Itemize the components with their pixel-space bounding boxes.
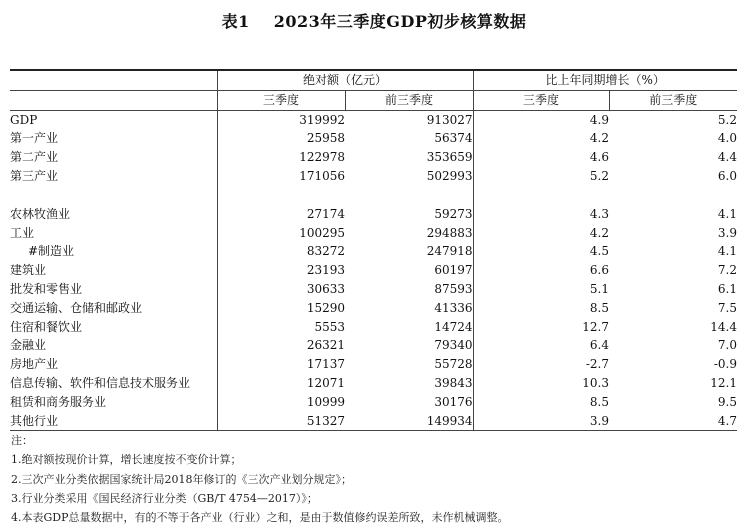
header-row-sub: [10, 90, 737, 110]
cell-q3: 15290: [217, 299, 345, 318]
row-label: 租赁和商务服务业: [10, 394, 107, 409]
table-row: [10, 110, 737, 129]
cell-ytd: 149934: [345, 412, 473, 431]
row-label: 交通运输、仓储和邮政业: [10, 300, 143, 315]
cell-g-ytd: 4.4: [717, 150, 737, 165]
cell-g-q3: 8.5: [473, 393, 609, 412]
note-heading: 注：: [11, 434, 33, 447]
cell-ytd: 14724: [434, 319, 473, 334]
header-row-group: [10, 70, 737, 90]
note-1: 1.绝对额按现价计算，增长速度按不变价计算；: [11, 453, 242, 467]
cell-q3: 23193: [217, 261, 345, 280]
table-row: [10, 224, 737, 243]
row-label: 金融业: [10, 338, 47, 353]
cell-g-q3: 10.3: [473, 374, 609, 393]
cell-g-q3: 4.6: [473, 148, 609, 167]
spacer-row: [10, 186, 737, 205]
cell-ytd: 56374: [434, 131, 473, 146]
header-blank: [10, 70, 217, 90]
cell-q3: 10999: [217, 393, 345, 412]
gdp-table: [10, 69, 737, 431]
cell-q3: 27174: [217, 205, 345, 224]
cell-q3: 83272: [217, 242, 345, 261]
cell-g-q3: 4.9: [473, 110, 609, 129]
table-title: [0, 9, 748, 32]
cell-q3: 319992: [217, 110, 345, 129]
cell-g-q3: -2.7: [473, 355, 609, 374]
note-4: 4.本表GDP总量数据中，有的不等于各产业（行业）之和，是由于数值修约误差所致，未作机械调整。: [11, 511, 509, 525]
header-blank-2: [10, 90, 217, 110]
row-label: 第二产业: [10, 150, 59, 165]
cell-ytd: 294883: [426, 225, 473, 240]
row-label: GDP: [10, 112, 38, 127]
cell-ytd: 60197: [434, 263, 473, 278]
row-label: 批发和零售业: [10, 281, 83, 296]
table-body: [10, 110, 737, 431]
cell-g-ytd: 5.2: [717, 112, 737, 127]
cell-g-q3: 4.3: [473, 205, 609, 224]
cell-q3: 25958: [217, 129, 345, 148]
cell-ytd: 247918: [426, 244, 473, 259]
header-growth-ytd: 前三季度: [609, 90, 737, 110]
table-title-text: 2023年三季度GDP初步核算数据: [273, 12, 527, 31]
cell-q3: 122978: [217, 148, 345, 167]
table-row: [10, 129, 737, 148]
table-row: [10, 148, 737, 167]
table-row: [10, 299, 737, 318]
cell-q3: 171056: [217, 167, 345, 186]
table-notes: [11, 431, 509, 527]
cell-g-ytd: 4.0: [717, 131, 737, 146]
row-label: 信息传输、软件和信息技术服务业: [10, 375, 191, 390]
note-2: 2.三次产业分类依据国家统计局2018年修订的《三次产业划分规定》；: [11, 472, 352, 486]
table-row: [10, 280, 737, 299]
cell-q3: 51327: [217, 412, 345, 431]
cell-ytd: 913027: [426, 112, 473, 127]
table-row: [10, 393, 737, 412]
cell-ytd: 502993: [426, 168, 473, 183]
cell-q3: 12071: [217, 374, 345, 393]
spacer-cell: [217, 186, 345, 205]
cell-g-ytd: 6.0: [717, 168, 737, 183]
row-label: 第三产业: [10, 168, 59, 183]
row-label: 建筑业: [10, 263, 47, 278]
cell-q3: 26321: [217, 336, 345, 355]
cell-ytd: 55728: [434, 357, 473, 372]
cell-g-ytd: 7.2: [717, 263, 737, 278]
header-abs-ytd: 前三季度: [345, 90, 473, 110]
spacer-cell: [473, 186, 609, 205]
cell-g-ytd: 7.5: [717, 300, 737, 315]
table-row: [10, 167, 737, 186]
row-label: 工业: [10, 225, 35, 240]
header-growth-rate: 比上年同期增长（%）: [473, 70, 737, 90]
cell-g-q3: 4.2: [473, 224, 609, 243]
cell-ytd: 41336: [434, 300, 473, 315]
cell-g-q3: 12.7: [473, 318, 609, 337]
cell-g-ytd: 3.9: [717, 225, 737, 240]
cell-g-ytd: 12.1: [710, 375, 737, 390]
cell-ytd: 87593: [434, 281, 473, 296]
table-row: [10, 242, 737, 261]
header-abs-q3: 三季度: [217, 90, 345, 110]
spacer-cell: [609, 186, 737, 205]
cell-g-q3: 5.2: [473, 167, 609, 186]
table-row: [10, 318, 737, 337]
table-number: 表1: [221, 12, 250, 31]
cell-g-q3: 6.6: [473, 261, 609, 280]
cell-g-ytd: 7.0: [717, 338, 737, 353]
cell-g-ytd: 4.7: [609, 412, 737, 431]
cell-q3: 30633: [217, 280, 345, 299]
cell-q3: 17137: [217, 355, 345, 374]
cell-g-ytd: 14.4: [710, 319, 737, 334]
row-label: 住宿和餐饮业: [10, 319, 83, 334]
spacer-cell: [10, 186, 217, 205]
cell-ytd: 79340: [434, 338, 473, 353]
table-row: [10, 336, 737, 355]
row-label: 房地产业: [10, 357, 59, 372]
cell-ytd: 353659: [426, 150, 473, 165]
table-row: [10, 374, 737, 393]
row-label: #制造业: [28, 244, 75, 259]
header-growth-q3: 三季度: [473, 90, 609, 110]
cell-g-q3: 4.5: [473, 242, 609, 261]
cell-g-ytd: 4.1: [717, 244, 737, 259]
cell-g-q3: 8.5: [473, 299, 609, 318]
row-label: 第一产业: [10, 131, 59, 146]
cell-g-ytd: 6.1: [717, 281, 737, 296]
table-row: [10, 355, 737, 374]
table-row: [10, 261, 737, 280]
row-label: 农林牧渔业: [10, 206, 71, 221]
cell-ytd: 59273: [434, 206, 473, 221]
cell-ytd: 30176: [434, 394, 473, 409]
cell-g-q3: 3.9: [473, 412, 609, 431]
note-3: 3.行业分类采用《国民经济行业分类（GB/T 4754—2017）》；: [11, 491, 318, 505]
table-row: [10, 205, 737, 224]
cell-q3: 5553: [217, 318, 345, 337]
cell-g-ytd: 9.5: [717, 394, 737, 409]
row-label: 其他行业: [10, 412, 217, 431]
header-absolute-value: 绝对额（亿元）: [217, 70, 473, 90]
cell-ytd: 39843: [434, 375, 473, 390]
cell-g-q3: 5.1: [473, 280, 609, 299]
cell-g-ytd: 4.1: [717, 206, 737, 221]
cell-q3: 100295: [217, 224, 345, 243]
cell-g-q3: 6.4: [473, 336, 609, 355]
cell-g-q3: 4.2: [473, 129, 609, 148]
table-row: [10, 412, 737, 431]
spacer-cell: [345, 186, 473, 205]
cell-g-ytd: -0.9: [713, 357, 737, 372]
